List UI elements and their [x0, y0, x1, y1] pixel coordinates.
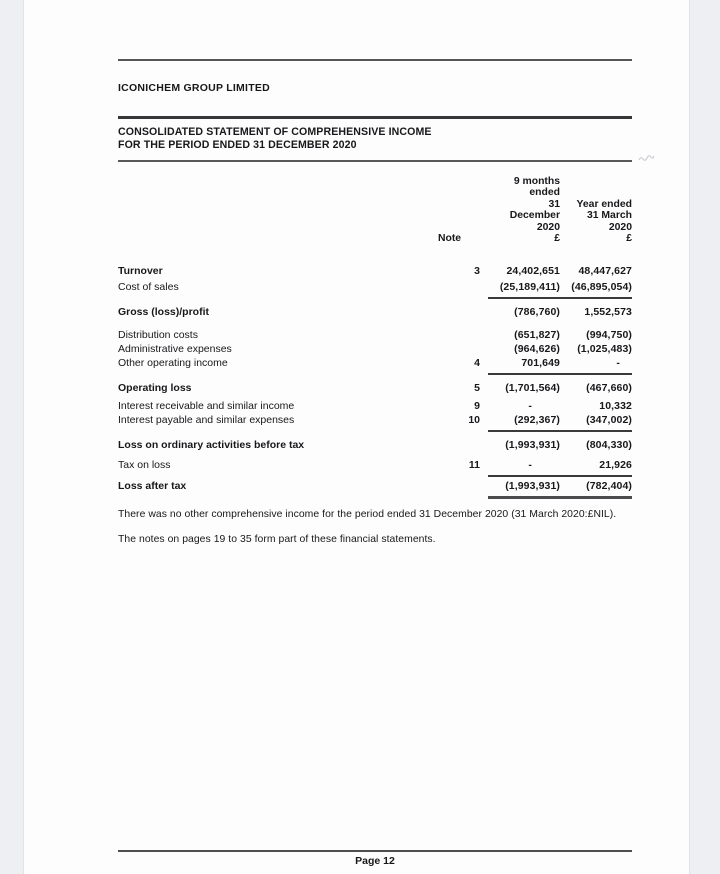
header-line: 2020 [536, 221, 560, 233]
row-label: Gross (loss)/profit [118, 306, 210, 318]
notes-reference: The notes on pages 19 to 35 form part of these financial statements. [118, 534, 436, 545]
prior-period-value-cell: (347,002) [560, 413, 632, 432]
note-cell: 3 [474, 265, 480, 277]
note-cell: 5 [474, 382, 480, 394]
table-row [118, 342, 632, 356]
row-label: Interest receivable and similar income [118, 400, 295, 412]
header-line: ended [529, 187, 560, 199]
prior-period-value-cell: (994,750) [586, 329, 632, 341]
title-horizontal-rule [118, 160, 632, 162]
table-row [118, 264, 632, 278]
current-period-value-cell: 24,402,651 [506, 265, 560, 277]
header-line: Year ended [576, 199, 632, 210]
current-period-value-cell: (1,993,931) [488, 479, 560, 499]
prior-period-value-cell: 10,332 [599, 400, 632, 412]
header-line: 2020 [608, 221, 632, 233]
table-row [118, 381, 632, 395]
row-label: Interest payable and similar expenses [118, 414, 295, 426]
page-right-margin [689, 0, 720, 874]
current-period-value-cell: 701,649 [488, 356, 560, 375]
current-period-value-cell: (1,993,931) [505, 439, 560, 451]
comprehensive-income-note: There was no other comprehensive income for the period ended 31 December 2020 (31 March 2020:£NIL). [118, 509, 617, 520]
company-name: ICONICHEM GROUP LIMITED [118, 82, 270, 94]
note-cell [440, 342, 488, 356]
prior-period-value-cell: (804,330) [586, 439, 632, 451]
note-cell [440, 280, 488, 299]
current-period-value-cell: (1,701,564) [505, 382, 560, 394]
table-row [118, 328, 632, 342]
header-line: December [509, 210, 560, 222]
row-label: Loss after tax [118, 480, 187, 492]
current-period-value-cell: - [528, 400, 532, 412]
table-row [118, 479, 632, 499]
prior-period-value-cell: (467,660) [586, 382, 632, 394]
table-row [118, 399, 632, 413]
table-row [118, 438, 632, 452]
note-cell [440, 305, 488, 319]
table-row [118, 458, 632, 477]
note-cell: 9 [474, 400, 480, 412]
prior-period-value-cell: 48,447,627 [578, 265, 632, 277]
scan-artifact-mark [638, 154, 655, 163]
prior-period-value-cell: (46,895,054) [560, 280, 632, 299]
row-label: Other operating income [118, 357, 228, 369]
row-label: Administrative expenses [118, 343, 232, 355]
prior-period-value-cell: (782,404) [560, 479, 632, 499]
table-row [118, 413, 632, 432]
header-horizontal-rule [118, 116, 632, 119]
top-horizontal-rule [118, 59, 632, 61]
current-period-value-cell: (292,367) [488, 413, 560, 432]
current-period-value-cell: (786,760) [514, 306, 560, 318]
prior-period-column-header [560, 199, 632, 245]
note-cell: 10 [468, 414, 480, 426]
row-label: Operating loss [118, 382, 192, 394]
current-period-value-cell: (964,626) [514, 343, 560, 355]
current-period-value-cell: (25,189,411) [488, 280, 560, 299]
note-cell: 4 [474, 357, 480, 369]
table-row [118, 356, 632, 375]
header-line: 9 months [513, 176, 560, 187]
row-label: Turnover [118, 265, 163, 277]
header-line: £ [554, 233, 560, 245]
row-label: Tax on loss [118, 459, 171, 471]
statement-title: CONSOLIDATED STATEMENT OF COMPREHENSIVE INCOME [118, 126, 432, 138]
note-column-header: Note [438, 233, 462, 244]
prior-period-value-cell: 21,926 [560, 458, 632, 477]
page-left-margin [0, 0, 24, 874]
note-cell [440, 438, 488, 452]
row-label: Loss on ordinary activities before tax [118, 439, 305, 451]
current-period-value-cell: - [488, 458, 560, 477]
footer-horizontal-rule [118, 850, 632, 852]
header-line: £ [626, 233, 632, 245]
row-label: Distribution costs [118, 329, 198, 341]
statement-heading [118, 126, 432, 151]
page-number: Page 12 [355, 855, 395, 867]
table-row [118, 305, 632, 319]
header-line: 31 March [586, 210, 632, 222]
prior-period-value-cell: (1,025,483) [577, 343, 632, 355]
current-period-value-cell: (651,827) [514, 329, 560, 341]
note-cell: 11 [468, 459, 480, 471]
statement-period: FOR THE PERIOD ENDED 31 DECEMBER 2020 [118, 138, 357, 151]
prior-period-value-cell: - [560, 356, 632, 375]
note-cell [440, 328, 488, 342]
table-row [118, 280, 632, 299]
current-period-column-header [440, 176, 560, 244]
prior-period-value-cell: 1,552,573 [584, 306, 632, 318]
row-label: Cost of sales [118, 281, 179, 293]
header-line: 31 [548, 198, 560, 210]
income-statement-table [118, 264, 632, 499]
note-cell [440, 479, 488, 499]
